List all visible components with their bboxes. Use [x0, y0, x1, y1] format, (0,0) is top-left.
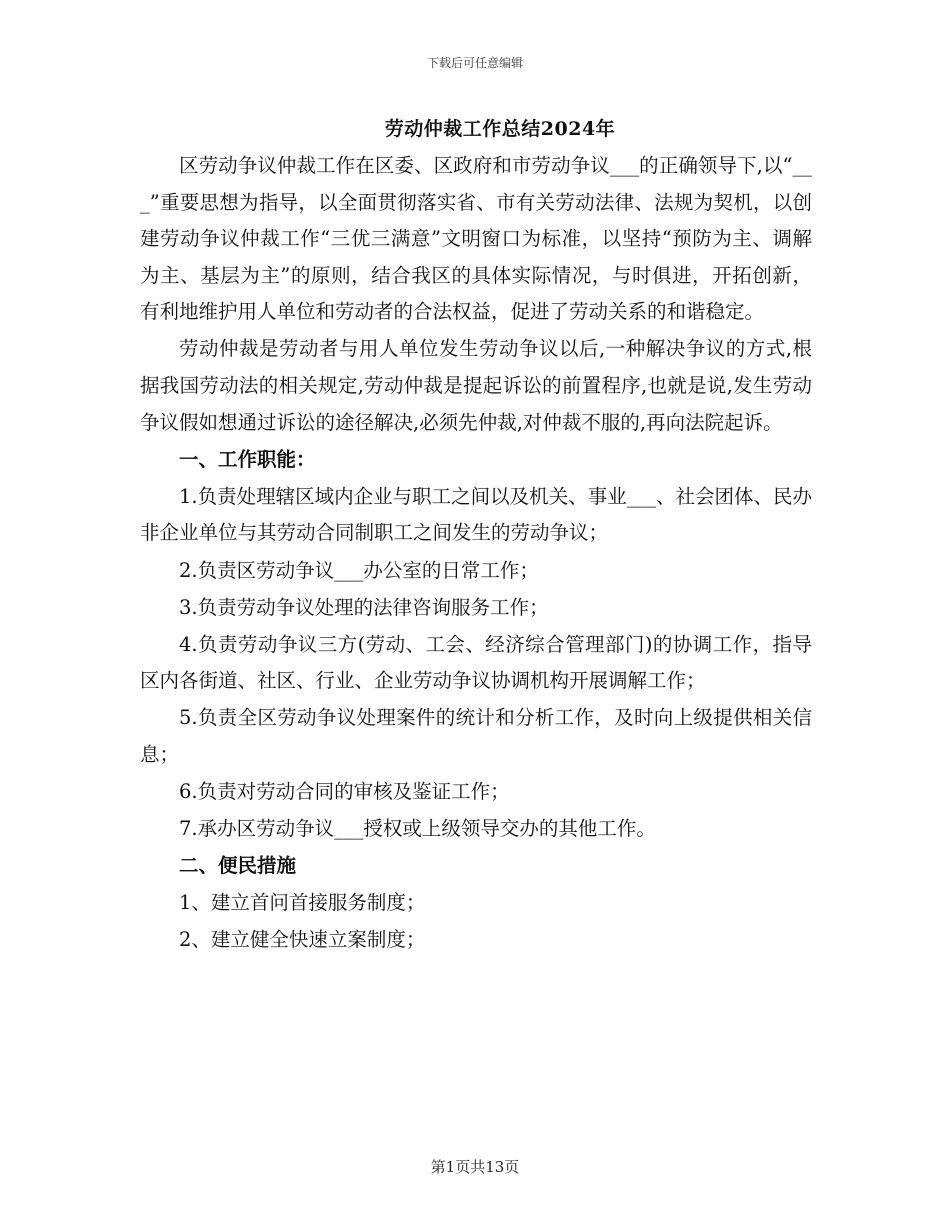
section-heading-duties: 一、工作职能： [179, 447, 316, 471]
duty-item: 3.负责劳动争议处理的法律咨询服务工作； [179, 595, 549, 619]
document-title: 劳动仲裁工作总结2024年 [384, 118, 616, 140]
duty-item: 7.承办区劳动争议___授权或上级领导交办的其他工作。 [179, 817, 656, 841]
duty-item: 1.负责处理辖区域内企业与职工之间以及机关、事业___、社会团体、民办非企业单位与其劳动合同制职工之间发生的劳动争议； [140, 484, 812, 545]
measure-item: 1、建立首问首接服务制度； [179, 891, 426, 915]
duty-item: 6.负责对劳动合同的审核及鉴证工作； [179, 780, 510, 804]
document-body [140, 148, 812, 959]
duty-item: 5.负责全区劳动争议处理案件的统计和分析工作，及时向上级提供相关信息； [140, 706, 812, 766]
page-number-footer: 第1页共13页 [430, 1158, 520, 1176]
header-note: 下载后可任意编辑 [426, 56, 523, 70]
duty-item: 2.负责区劳动争议___办公室的日常工作； [179, 558, 539, 582]
measure-item: 2、建立健全快速立案制度； [179, 928, 426, 952]
section-heading-measures: 二、便民措施 [179, 854, 297, 878]
duty-item: 4.负责劳动争议三方(劳动、工会、经济综合管理部门)的协调工作，指导区内各街道、社区、行业、企业劳动争议协调机构开展调解工作； [140, 632, 812, 693]
definition-paragraph: 劳动仲裁是劳动者与用人单位发生劳动争议以后,一种解决争议的方式,根据我国劳动法的相关规定,劳动仲裁是提起诉讼的前置程序,也就是说,发生劳动争议假如想通过诉讼的途径解决,必须先仲裁,对仲裁不服的,再向法院起诉。 [140, 337, 812, 434]
intro-paragraph: 区劳动争议仲裁工作在区委、区政府和市劳动争议___的正确领导下,以“___”重要思想为指导，以全面贯彻落实省、市有关劳动法律、法规为契机，以创建劳动争议仲裁工作“三优三满意”文明窗口为标准，以坚持“预防为主、调解为主、基层为主”的原则，结合我区的具体实际情况，与时俱进，开拓创新，有利地维护用人单位和劳动者的合法权益，促进了劳动关系的和谐稳定。 [140, 154, 812, 324]
